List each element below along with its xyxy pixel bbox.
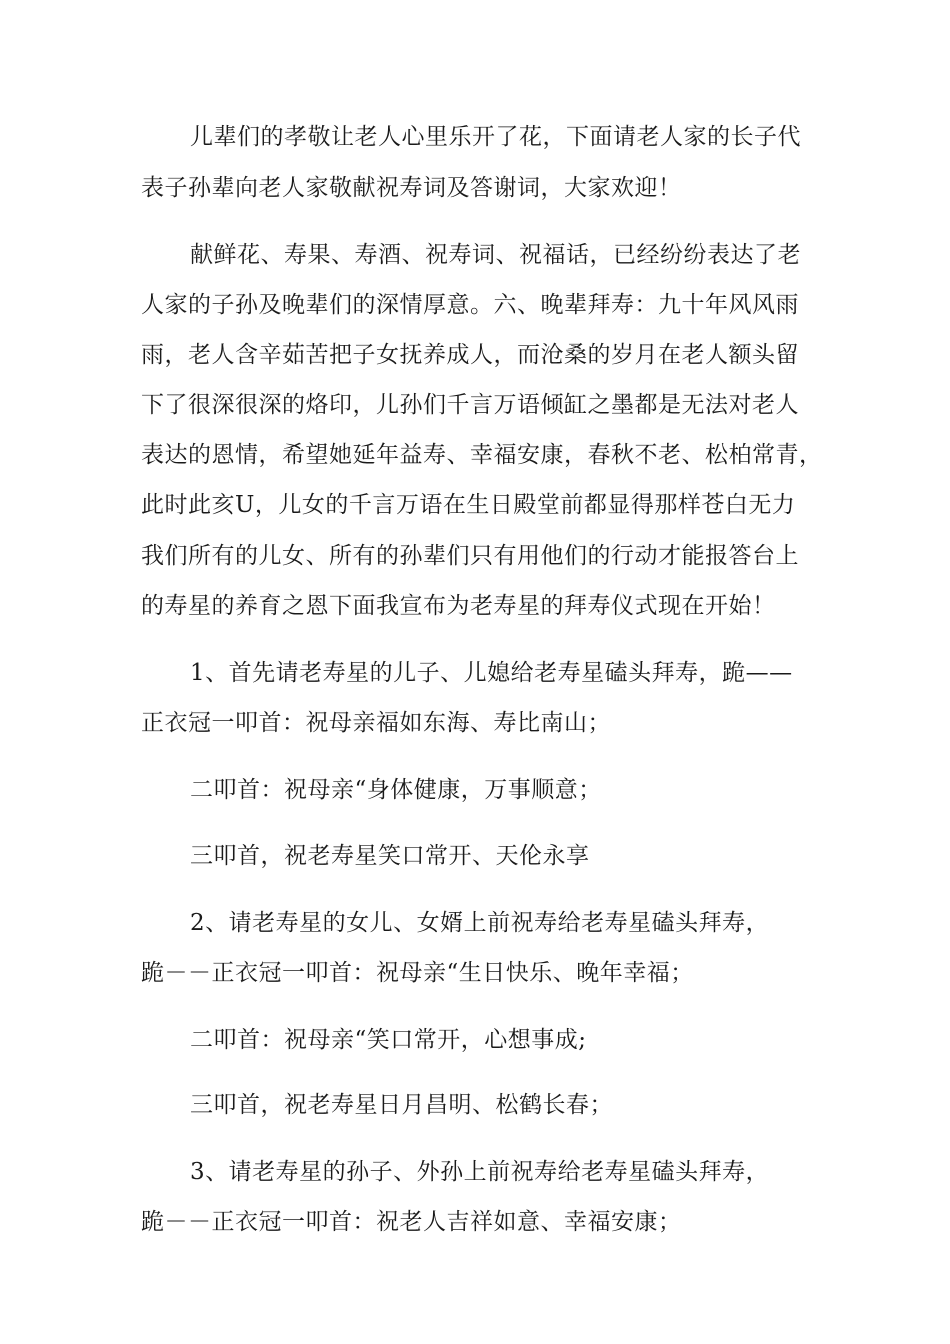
paragraph-9-line-1: 3、请老寿星的孙子、外孙上前祝寿给老寿星磕头拜寿， [190, 1159, 770, 1185]
paragraph-2-line-5: 表达的恩情，希望她延年益寿、幸福安康，春秋不老、松柏常青， [141, 442, 823, 468]
paragraph-6-line-2: 跪－－正衣冠一叩首：祝母亲“生日快乐、晚年幸福； [141, 960, 694, 986]
paragraph-6-line-1: 2、请老寿星的女儿、女婿上前祝寿给老寿星磕头拜寿， [190, 910, 770, 936]
paragraph-3-line-2: 正衣冠一叩首：祝母亲福如东海、寿比南山； [141, 710, 611, 736]
paragraph-2-line-6: 此时此亥U，儿女的千言万语在生日殿堂前都显得那样苍白无力 [141, 492, 796, 518]
paragraph-2-line-7: 我们所有的儿女、所有的孙辈们只有用他们的行动才能报答台上 [141, 543, 799, 569]
paragraph-8-line-1: 三叩首，祝老寿星日月昌明、松鹤长春； [190, 1092, 613, 1118]
paragraph-2-line-2: 人家的子孙及晚辈们的深情厚意。六、晚辈拜寿：九十年风风雨 [141, 292, 799, 318]
paragraph-3-line-1: 1、首先请老寿星的儿子、儿媳给老寿星磕头拜寿，跪—— [190, 660, 793, 686]
paragraph-1-line-2: 表子孙辈向老人家敬献祝寿词及答谢词，大家欢迎！ [141, 175, 682, 201]
paragraph-2-line-3: 雨，老人含辛茹苦把子女抚养成人，而沧桑的岁月在老人额头留 [141, 342, 799, 368]
paragraph-2-line-8: 的寿星的养育之恩下面我宣布为老寿星的拜寿仪式现在开始！ [141, 593, 776, 619]
paragraph-2-line-1: 献鲜花、寿果、寿酒、祝寿词、祝福话，已经纷纷表达了老 [190, 242, 801, 268]
paragraph-4-line-1: 二叩首：祝母亲“身体健康，万事顺意； [190, 777, 602, 803]
paragraph-9-line-2: 跪－－正衣冠一叩首：祝老人吉祥如意、幸福安康； [141, 1209, 682, 1235]
paragraph-5-line-1: 三叩首，祝老寿星笑口常开、天伦永享 [190, 843, 590, 869]
paragraph-1-line-1: 儿辈们的孝敬让老人心里乐开了花，下面请老人家的长子代 [190, 124, 801, 150]
paragraph-2-line-4: 下了很深很深的烙印，儿孙们千言万语倾缸之墨都是无法对老人 [141, 392, 799, 418]
paragraph-7-line-1: 二叩首：祝母亲“笑口常开，心想事成; [190, 1027, 587, 1053]
